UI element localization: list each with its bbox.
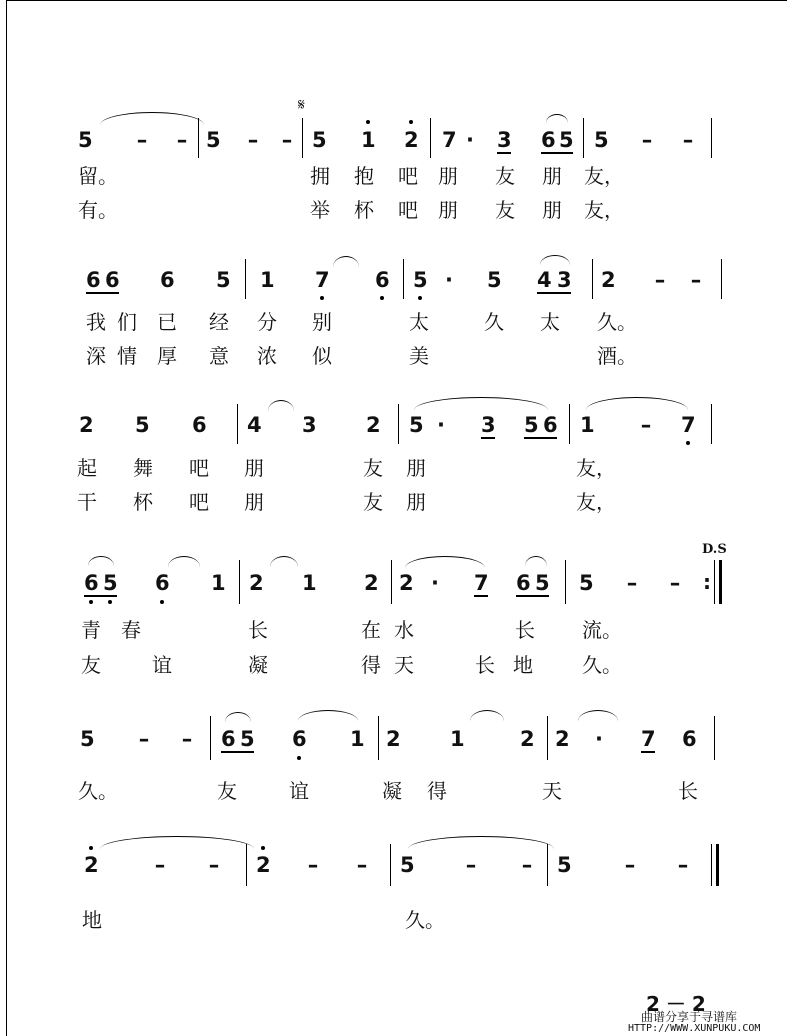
note: 7 bbox=[442, 128, 457, 152]
underline bbox=[524, 437, 557, 439]
slur bbox=[525, 556, 547, 566]
barline bbox=[210, 716, 211, 760]
note: 2 bbox=[601, 268, 616, 292]
lyric: 太 bbox=[409, 310, 429, 334]
low-octave-dot bbox=[320, 296, 324, 300]
lyric: 友， bbox=[576, 456, 616, 480]
low-octave-dot bbox=[297, 756, 301, 760]
barline bbox=[547, 844, 548, 886]
note: 6 bbox=[516, 571, 531, 595]
dash: – bbox=[307, 853, 319, 877]
lyric: 友 bbox=[363, 456, 383, 480]
barline bbox=[711, 118, 712, 158]
lyric: 长 bbox=[248, 618, 268, 642]
lyric: 久。 bbox=[597, 310, 637, 334]
slur bbox=[88, 556, 114, 566]
lyric: 我 bbox=[86, 310, 106, 334]
note: 2 bbox=[366, 413, 381, 437]
lyric: 浓 bbox=[257, 344, 277, 368]
lyric: 朋 bbox=[542, 198, 562, 222]
lyric: 有。 bbox=[78, 198, 118, 222]
lyric: 友， bbox=[584, 198, 624, 222]
dash: – bbox=[208, 853, 220, 877]
lyric: 朋 bbox=[438, 164, 458, 188]
dash: – bbox=[356, 853, 368, 877]
lyric: 太 bbox=[540, 310, 560, 334]
note: 5 bbox=[206, 128, 221, 152]
slur bbox=[333, 256, 359, 267]
slur bbox=[270, 556, 298, 567]
barline bbox=[245, 259, 246, 299]
note: 2 bbox=[84, 853, 99, 877]
note: 7 bbox=[315, 268, 330, 292]
note: 6 bbox=[682, 727, 697, 751]
note: 2 bbox=[555, 727, 570, 751]
note: 1 bbox=[580, 413, 595, 437]
lyric: 友 bbox=[495, 164, 515, 188]
low-octave-dot bbox=[686, 441, 690, 445]
dash: – bbox=[682, 128, 694, 152]
augmentation-dot: · bbox=[595, 727, 603, 751]
lyric: 友 bbox=[363, 490, 383, 514]
underline bbox=[481, 437, 495, 439]
lyric: 长 bbox=[475, 653, 495, 677]
note: 6 bbox=[105, 268, 120, 292]
note: 6 bbox=[160, 268, 175, 292]
note: 7 bbox=[474, 571, 489, 595]
dash: – bbox=[176, 128, 188, 152]
note: 1 bbox=[260, 268, 275, 292]
tie bbox=[100, 836, 254, 849]
lyric: 朋 bbox=[406, 456, 426, 480]
lyric: 分 bbox=[257, 310, 277, 334]
lyric: 酒。 bbox=[597, 344, 637, 368]
note: 5 bbox=[216, 268, 231, 292]
slur bbox=[546, 114, 568, 123]
dash: – bbox=[624, 853, 636, 877]
low-octave-dot bbox=[160, 600, 164, 604]
note: 2 bbox=[256, 853, 271, 877]
note: 2 bbox=[404, 128, 419, 152]
note: 6 bbox=[541, 128, 556, 152]
lyric: 吧 bbox=[398, 198, 418, 222]
lyric: 谊 bbox=[152, 653, 172, 677]
note: 5 bbox=[524, 413, 539, 437]
lyric: 得 bbox=[361, 653, 381, 677]
lyric: 留。 bbox=[78, 164, 118, 188]
slur bbox=[405, 556, 485, 568]
note: 1 bbox=[450, 727, 465, 751]
high-octave-dot bbox=[366, 120, 370, 124]
lyric: 们 bbox=[117, 310, 137, 334]
note: 5 bbox=[240, 727, 255, 751]
slur bbox=[298, 710, 358, 721]
underline bbox=[641, 751, 655, 753]
slur bbox=[268, 400, 294, 411]
lyric: 吧 bbox=[189, 490, 209, 514]
high-octave-dot bbox=[89, 846, 93, 850]
note: 7 bbox=[681, 413, 696, 437]
lyric: 干 bbox=[77, 490, 97, 514]
augmentation-dot: · bbox=[466, 128, 474, 152]
barline bbox=[583, 118, 584, 158]
note: 6 bbox=[221, 727, 236, 751]
note: 7 bbox=[641, 727, 656, 751]
lyric: 友 bbox=[81, 653, 101, 677]
note: 1 bbox=[350, 727, 365, 751]
lyric: 杯 bbox=[354, 198, 374, 222]
lyric: 朋 bbox=[542, 164, 562, 188]
low-octave-dot bbox=[418, 296, 422, 300]
slur bbox=[470, 710, 504, 721]
note: 3 bbox=[557, 268, 572, 292]
lyric: 美 bbox=[409, 344, 429, 368]
note: 3 bbox=[497, 128, 512, 152]
note: 5 bbox=[413, 268, 428, 292]
lyric: 天 bbox=[394, 653, 414, 677]
lyric: 天 bbox=[542, 779, 562, 803]
lyric: 凝 bbox=[248, 653, 268, 677]
lyric: 别 bbox=[312, 310, 332, 334]
augmentation-dot: · bbox=[431, 571, 439, 595]
watermark-text: 曲谱分享于寻谱库 bbox=[641, 1010, 738, 1024]
note: 2 bbox=[386, 727, 401, 751]
lyric: 春 bbox=[121, 618, 141, 642]
lyric: 朋 bbox=[406, 490, 426, 514]
dash: – bbox=[521, 853, 533, 877]
slur bbox=[586, 397, 688, 410]
lyric: 在 bbox=[361, 618, 381, 642]
note: 2 bbox=[520, 727, 535, 751]
barline bbox=[391, 560, 392, 604]
note: 5 bbox=[103, 571, 118, 595]
augmentation-dot: · bbox=[437, 413, 445, 437]
lyric: 谊 bbox=[289, 779, 309, 803]
note: 5 bbox=[487, 268, 502, 292]
note: 2 bbox=[399, 571, 414, 595]
watermark-url: HTTP://WWW.XUNPUKU.COM bbox=[628, 1023, 761, 1034]
lyric: 流。 bbox=[582, 618, 622, 642]
lyric: 抱 bbox=[354, 164, 374, 188]
slur bbox=[414, 397, 548, 410]
barline bbox=[711, 404, 712, 444]
barline bbox=[430, 118, 431, 158]
slur bbox=[578, 710, 618, 721]
lyric: 友 bbox=[217, 779, 237, 803]
lyric: 久。 bbox=[582, 653, 622, 677]
lyric: 舞 bbox=[133, 456, 153, 480]
lyric: 长 bbox=[515, 618, 535, 642]
note: 5 bbox=[579, 571, 594, 595]
note: 2 bbox=[79, 413, 94, 437]
lyric: 吧 bbox=[189, 456, 209, 480]
lyric: 久 bbox=[484, 310, 504, 334]
dash: – bbox=[677, 853, 689, 877]
note: 5 bbox=[135, 413, 150, 437]
tie bbox=[100, 112, 204, 125]
lyric: 朋 bbox=[244, 456, 264, 480]
dash: – bbox=[641, 128, 653, 152]
underline bbox=[221, 751, 254, 753]
underline bbox=[541, 152, 573, 154]
barline bbox=[711, 844, 712, 886]
note: 5 bbox=[594, 128, 609, 152]
ds-marking: D.S bbox=[702, 542, 727, 557]
underline bbox=[86, 292, 119, 294]
barline bbox=[565, 560, 566, 604]
lyric: 意 bbox=[209, 344, 229, 368]
note: 4 bbox=[537, 268, 552, 292]
slur bbox=[168, 556, 200, 567]
note: 4 bbox=[247, 413, 262, 437]
lyric: 长 bbox=[678, 779, 698, 803]
dash: – bbox=[281, 128, 293, 152]
lyric: 厚 bbox=[157, 344, 177, 368]
barline bbox=[398, 404, 399, 444]
repeat-dots: : bbox=[703, 570, 711, 594]
page-number: 2－2 bbox=[646, 992, 712, 1016]
lyric: 吧 bbox=[398, 164, 418, 188]
lyric: 凝 bbox=[382, 779, 402, 803]
note: 2 bbox=[364, 571, 379, 595]
note: 5 bbox=[409, 413, 424, 437]
lyric: 经 bbox=[209, 310, 229, 334]
dash: – bbox=[690, 268, 702, 292]
low-octave-dot bbox=[380, 296, 384, 300]
underline bbox=[84, 595, 117, 597]
dash: – bbox=[654, 268, 666, 292]
lyric: 久。 bbox=[78, 779, 118, 803]
lyric: 已 bbox=[157, 310, 177, 334]
note: 5 bbox=[559, 128, 574, 152]
barline bbox=[237, 404, 238, 444]
barline bbox=[569, 404, 570, 444]
segno-sign: 𝄋 bbox=[298, 95, 305, 114]
lyric: 青 bbox=[81, 618, 101, 642]
barline bbox=[246, 844, 247, 886]
note: 3 bbox=[302, 413, 317, 437]
barline bbox=[302, 118, 303, 158]
lyric: 拥 bbox=[310, 164, 330, 188]
note: 6 bbox=[84, 571, 99, 595]
note: 6 bbox=[375, 268, 390, 292]
augmentation-dot: · bbox=[445, 268, 453, 292]
low-octave-dot bbox=[108, 600, 112, 604]
lyric: 深 bbox=[86, 344, 106, 368]
barline bbox=[547, 716, 548, 760]
note: 5 bbox=[535, 571, 550, 595]
high-octave-dot bbox=[261, 846, 265, 850]
note: 5 bbox=[557, 853, 572, 877]
lyric: 地 bbox=[513, 653, 533, 677]
barline bbox=[714, 560, 715, 604]
final-barline bbox=[719, 560, 722, 604]
final-barline bbox=[716, 844, 719, 886]
lyric: 杯 bbox=[133, 490, 153, 514]
dash: – bbox=[640, 413, 652, 437]
underline bbox=[497, 152, 511, 154]
barline bbox=[721, 259, 722, 299]
dash: – bbox=[154, 853, 166, 877]
dash: – bbox=[626, 571, 638, 595]
lyric: 起 bbox=[77, 456, 97, 480]
slur bbox=[540, 255, 570, 265]
lyric: 友 bbox=[495, 198, 515, 222]
lyric: 水 bbox=[394, 618, 414, 642]
note: 5 bbox=[78, 128, 93, 152]
lyric: 朋 bbox=[438, 198, 458, 222]
lyric: 友， bbox=[576, 490, 616, 514]
lyric: 友， bbox=[584, 164, 624, 188]
underline bbox=[537, 292, 571, 294]
dash: – bbox=[136, 128, 148, 152]
note: 1 bbox=[302, 571, 317, 595]
note: 6 bbox=[192, 413, 207, 437]
lyric: 得 bbox=[427, 779, 447, 803]
note: 2 bbox=[249, 571, 264, 595]
lyric: 举 bbox=[310, 198, 330, 222]
low-octave-dot bbox=[89, 600, 93, 604]
tie bbox=[408, 836, 554, 849]
note: 1 bbox=[361, 128, 376, 152]
lyric: 情 bbox=[117, 344, 137, 368]
note: 1 bbox=[211, 571, 226, 595]
underline bbox=[474, 595, 488, 597]
dash: – bbox=[669, 571, 681, 595]
dash: – bbox=[247, 128, 259, 152]
note: 5 bbox=[400, 853, 415, 877]
dash: – bbox=[465, 853, 477, 877]
note: 5 bbox=[80, 727, 95, 751]
note: 3 bbox=[481, 413, 496, 437]
note: 6 bbox=[543, 413, 558, 437]
barline bbox=[714, 716, 715, 760]
high-octave-dot bbox=[409, 120, 413, 124]
barline bbox=[390, 844, 391, 886]
barline bbox=[378, 716, 379, 760]
slur bbox=[225, 712, 251, 722]
dash: – bbox=[181, 727, 193, 751]
barline bbox=[592, 259, 593, 299]
underline bbox=[516, 595, 549, 597]
note: 6 bbox=[86, 268, 101, 292]
lyric: 似 bbox=[312, 344, 332, 368]
lyric: 地 bbox=[82, 908, 102, 932]
note: 5 bbox=[312, 128, 327, 152]
barline bbox=[239, 560, 240, 604]
note: 6 bbox=[155, 571, 170, 595]
lyric: 久。 bbox=[405, 908, 445, 932]
barline bbox=[403, 259, 404, 299]
dash: – bbox=[138, 727, 150, 751]
lyric: 朋 bbox=[244, 490, 264, 514]
note: 6 bbox=[292, 727, 307, 751]
